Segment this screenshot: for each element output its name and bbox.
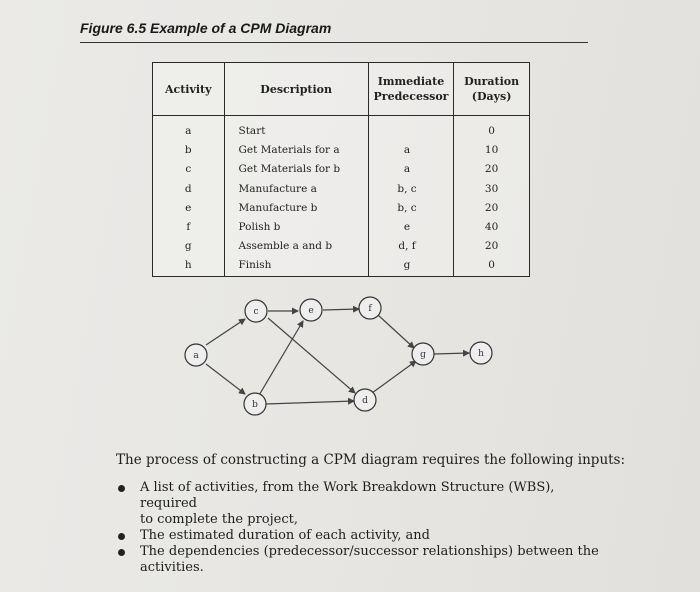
header-predecessor-line2: Predecessor [373,90,449,103]
edge-d-g [372,361,416,393]
node-b-label: b [252,400,258,410]
activity-cell: h [184,259,192,272]
predecessor-cell: d, f [398,240,416,253]
duration-cell: 40 [484,220,499,233]
edge-a-b [206,364,245,394]
predecessor-cell: a [403,144,411,157]
node-b [244,393,266,415]
edge-f-g [378,315,414,348]
node-h [470,342,492,364]
activity-cell: b [184,144,192,157]
activity-cell: a [185,125,192,137]
header-predecessor-line1: Immediate [377,75,445,88]
node-h-label: h [478,349,484,359]
list-item [116,544,606,576]
edge-a-c [206,319,245,345]
figure-title: Figure 6.5 Example of a CPM Diagram [80,20,332,36]
duration-cell: 30 [484,182,499,195]
node-a-label: a [193,351,199,361]
node-e [300,299,322,321]
duration-cell: 20 [484,240,499,253]
node-g-label: g [420,350,426,360]
node-a [185,344,207,366]
bullet-dot-icon [118,533,125,540]
bullet-dot-icon [118,549,125,556]
predecessor-cell: b, c [397,182,417,195]
node-c [245,300,267,322]
list-item-line: to complete the project, [140,512,298,527]
intro-paragraph: The process of constructing a CPM diagram requires the following inputs: [116,452,626,468]
activity-cell: g [184,240,192,253]
node-f-label: f [368,304,372,314]
activity-cell: c [185,163,192,176]
list-item [116,480,606,528]
activity-cell: f [186,220,191,233]
predecessor-cell: e [403,220,411,233]
inputs-bullet-list [116,480,606,576]
node-c-label: c [253,307,259,317]
bullet-dot-icon [118,485,125,492]
node-e-label: e [308,306,314,316]
edge-b-e [258,321,303,397]
description-cell: Polish b [238,220,281,233]
list-item-line: activities. [140,560,204,575]
edge-e-f [323,309,359,310]
duration-cell: 20 [484,163,499,176]
duration-cell: 20 [484,201,499,214]
description-cell: Get Materials for b [238,163,341,176]
edge-g-h [434,353,469,354]
list-item [116,528,606,544]
node-d-label: d [362,396,368,406]
list-item-line: A list of activities, from the Work Breakdown Structure (WBS), required [140,480,555,511]
description-cell: Assemble a and b [238,240,333,253]
list-item-line: The estimated duration of each activity, and [140,528,430,543]
activity-cell: e [185,201,192,214]
header-duration-line1: Duration [464,75,520,88]
duration-cell: 0 [488,259,495,272]
predecessor-cell: g [403,259,411,272]
node-d [354,389,376,411]
header-description: Description [224,63,368,116]
predecessor-cell: b, c [397,201,417,214]
header-activity: Activity [153,63,225,116]
activity-cell: d [184,182,192,195]
node-g [412,343,434,365]
description-cell: Get Materials for a [238,144,340,157]
edge-c-d [268,318,355,393]
node-f [359,297,381,319]
description-cell: Start [238,125,266,137]
description-cell: Manufacture a [238,182,317,195]
duration-cell: 0 [488,125,495,137]
header-duration-line2: (Days) [471,90,512,103]
edge-b-d [266,401,354,404]
list-item-line: The dependencies (predecessor/successor relationships) between the [140,544,599,559]
description-cell: Manufacture b [238,201,318,214]
description-cell: Finish [238,259,272,272]
predecessor-cell: a [403,163,411,176]
duration-cell: 10 [484,144,499,157]
